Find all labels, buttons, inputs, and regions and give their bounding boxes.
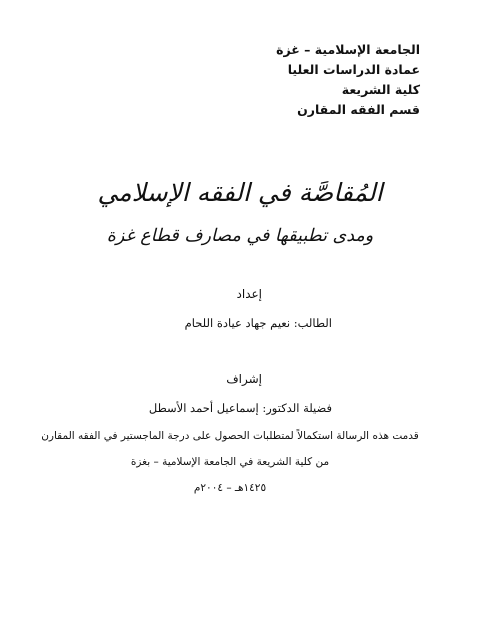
student-name: الطالب: نعيم جهاد عيادة اللحام	[184, 316, 332, 330]
institution-header	[190, 40, 420, 120]
statement-line-1: قدمت هذه الرسالة استكمالاً لمتطلبات الحصول على درجة الماجستير في الفقه المقارن	[41, 430, 419, 442]
thesis-subtitle: ومدى تطبيقها في مصارف قطاع غزة	[106, 226, 374, 246]
supervisor-name: فضيلة الدكتور: إسماعيل أحمد الأسطل	[148, 401, 332, 415]
university-name: الجامعة الإسلامية – غزة	[276, 42, 420, 57]
thesis-title: المُقاصَّة في الفقه الإسلامي	[97, 178, 383, 207]
faculty-name: كلية الشريعة	[341, 82, 420, 97]
degree-statement	[40, 423, 420, 501]
supervision-label: إشراف	[226, 372, 262, 386]
preparation-label: إعداد	[236, 287, 262, 301]
statement-line-2: من كلية الشريعة في الجامعة الإسلامية – بغزة	[130, 456, 330, 468]
deanship-name: عمادة الدراسات العليا	[287, 62, 420, 77]
department-name: قسم الفقه المقارن	[297, 102, 420, 117]
statement-date: ١٤٢٥هـ – ٢٠٠٤م	[193, 482, 267, 494]
